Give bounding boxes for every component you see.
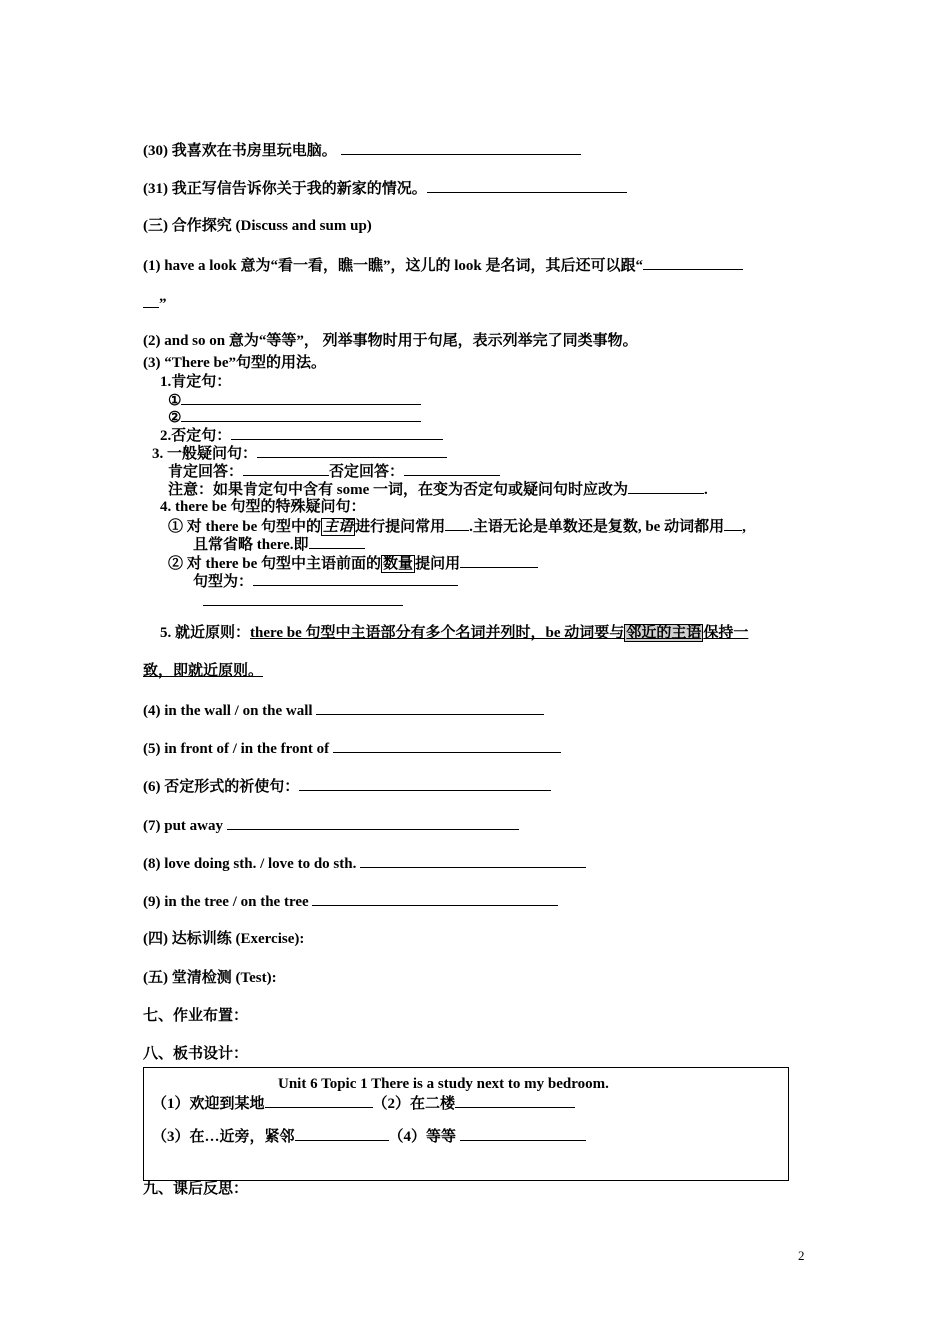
q6-blank[interactable] xyxy=(299,777,551,791)
affirmative-blank-2[interactable] xyxy=(181,408,421,422)
pattern-blank-2[interactable] xyxy=(203,592,403,606)
board-blank-3[interactable] xyxy=(295,1127,389,1141)
yes-answer-blank[interactable] xyxy=(243,462,329,476)
point1: (1) have a look 意为“看一看，瞧一瞧”，这儿的 look 是名词，其后还可以跟“ xyxy=(143,256,743,275)
point1-blank-cont[interactable] xyxy=(143,294,159,308)
q30: (30) 我喜欢在书房里玩电脑。 xyxy=(143,141,581,160)
note-blank[interactable] xyxy=(628,480,704,494)
point3: (3) “There be”句型的用法。 xyxy=(143,355,327,371)
proximity-rule: 5. 就近原则：there be 句型中主语部分有多个名词并列时，be 动词要与 邻近的主语 保持一 xyxy=(160,625,749,641)
no-answer-blank[interactable] xyxy=(404,462,500,476)
board-blank-1[interactable] xyxy=(265,1094,373,1108)
page-number: 2 xyxy=(798,1248,805,1263)
board-blank-2[interactable] xyxy=(455,1094,575,1108)
subject-box: 主语 xyxy=(323,519,354,535)
be-verb-blank[interactable] xyxy=(724,517,742,531)
q8-blank[interactable] xyxy=(360,854,586,868)
general-question-blank[interactable] xyxy=(257,444,447,458)
affirmative-line-1: ① xyxy=(168,391,421,410)
q9: (9) in the tree / on the tree xyxy=(143,892,558,911)
quantity-question-blank[interactable] xyxy=(460,554,538,568)
point1-cont: ” xyxy=(143,294,167,313)
negative-blank[interactable] xyxy=(231,426,443,440)
q4-blank[interactable] xyxy=(316,701,544,715)
nearest-subject-highlight: 邻近的主语 xyxy=(626,625,702,641)
q7: (7) put away xyxy=(143,816,519,835)
q4: (4) in the wall / on the wall xyxy=(143,701,544,720)
special-question-b: ② 对 there be 句型中主语前面的 数量 提问用 xyxy=(168,554,538,573)
section4: (四) 达标训练 (Exercise): xyxy=(143,931,305,947)
section3-title: (三) 合作探究 (Discuss and sum up) xyxy=(143,218,372,234)
special-question-a-line2: 且常省略 there.即 xyxy=(193,535,365,554)
board-row-1: （1）欢迎到某地 （2）在二楼 xyxy=(152,1094,575,1113)
board-title: Unit 6 Topic 1 There is a study next to my bedroom. xyxy=(278,1076,609,1092)
special-question: 4. there be 句型的特殊疑问句： xyxy=(160,499,366,515)
reflection-heading: 九、课后反思： xyxy=(143,1181,249,1197)
q9-blank[interactable] xyxy=(312,892,558,906)
board-design-heading: 八、板书设计： xyxy=(143,1046,249,1062)
pattern-blank-1[interactable] xyxy=(253,572,458,586)
q8: (8) love doing sth. / love to do sth. xyxy=(143,854,586,873)
q31: (31) 我正写信告诉你关于我的新家的情况。 xyxy=(143,179,627,198)
point1-blank[interactable] xyxy=(643,256,743,270)
q7-blank[interactable] xyxy=(227,816,519,830)
note: 注意：如果肯定句中含有 some 一词，在变为否定句或疑问句时应改为 . xyxy=(168,482,708,498)
special-question-b-line3 xyxy=(203,592,403,611)
q5: (5) in front of / in the front of xyxy=(143,739,561,758)
board-blank-4[interactable] xyxy=(460,1127,586,1141)
special-question-b-line2: 句型为： xyxy=(193,572,458,591)
affirmative-line-2: ② xyxy=(168,408,421,427)
q30-blank[interactable] xyxy=(341,141,581,155)
board-row-2: （3）在…近旁，紧邻 （4）等等 xyxy=(152,1127,586,1146)
general-question: 3. 一般疑问句： xyxy=(152,444,447,463)
q6: (6) 否定形式的祈使句： xyxy=(143,777,551,796)
answers: 肯定回答： 否定回答： xyxy=(168,462,500,481)
subject-form-blank[interactable] xyxy=(309,535,365,549)
section5: (五) 堂清检测 (Test): xyxy=(143,970,277,986)
subject-question-blank[interactable] xyxy=(445,517,469,531)
q31-blank[interactable] xyxy=(427,179,627,193)
q5-blank[interactable] xyxy=(333,739,561,753)
special-question-a: ① 对 there be 句型中的 主语 进行提问常用 .主语无论是单数还是复数, be 动词都用 , xyxy=(168,519,746,535)
affirmative-label: 1.肯定句： xyxy=(160,374,232,390)
negative-label: 2.否定句： xyxy=(160,426,443,445)
quantity-box: 数量 xyxy=(383,556,414,572)
proximity-rule-line2: 致，即就近原则。 xyxy=(143,663,264,679)
point2: (2) and so on 意为“等等”， 列举事物时用于句尾，表示列举完了同类事物。 xyxy=(143,333,638,349)
affirmative-blank-1[interactable] xyxy=(181,391,421,405)
homework-heading: 七、作业布置： xyxy=(143,1008,249,1024)
